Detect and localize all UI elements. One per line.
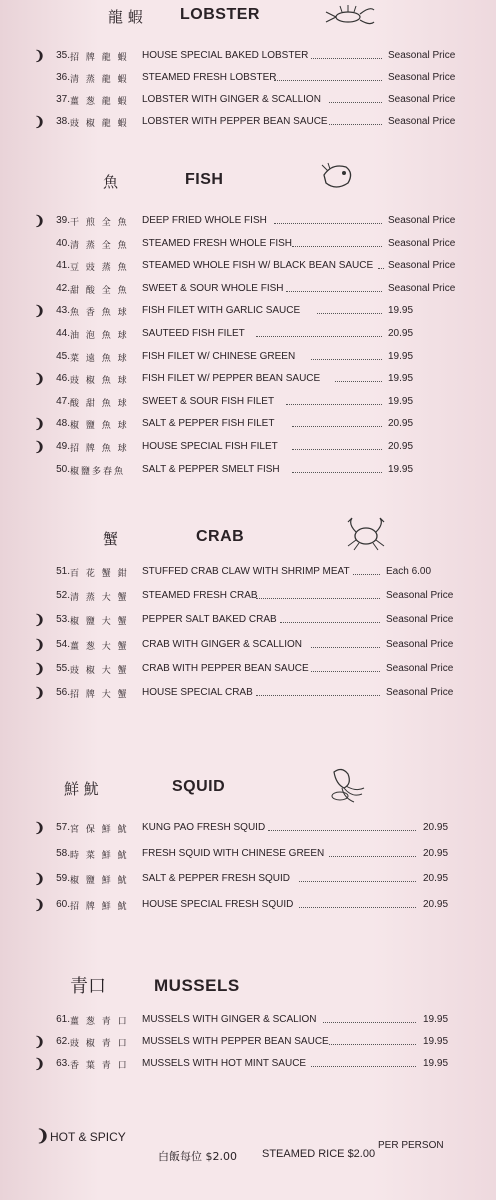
item-number: 63. [56, 1058, 70, 1069]
menu-item-row [0, 347, 496, 367]
menu-item-row [0, 324, 496, 344]
spicy-icon: ❩ [34, 637, 45, 652]
item-name: DEEP FRIED WHOLE FISH [142, 215, 267, 226]
item-price: Seasonal Price [386, 639, 454, 650]
item-price: Seasonal Price [388, 116, 456, 127]
item-name: CRAB WITH GINGER & SCALLION [142, 639, 303, 650]
item-name-cn: 招 牌 龍 蝦 [70, 53, 129, 63]
item-price: 20.95 [388, 441, 414, 452]
menu-item-row [0, 392, 496, 412]
item-name: SALT & PEPPER FISH FILET [142, 418, 275, 429]
item-price: Seasonal Price [388, 260, 456, 271]
item-number: 40. [56, 238, 70, 249]
section-title-en: FISH [185, 171, 224, 188]
menu-item-row [0, 869, 496, 889]
item-name-cn: 宮 保 鮮 魷 [70, 825, 129, 835]
hot-spicy-legend: HOT & SPICY [50, 1130, 126, 1144]
menu-item-row [0, 818, 496, 838]
item-name-cn: 椒 鹽 魚 球 [70, 421, 129, 431]
menu-item-row [0, 68, 496, 88]
item-name: SWEET & SOUR WHOLE FISH [142, 283, 284, 294]
item-name-cn: 椒鹽多春魚 [70, 467, 126, 477]
menu-item-row [0, 256, 496, 276]
item-price: 19.95 [388, 464, 414, 475]
item-name: MUSSELS WITH GINGER & SCALION [142, 1014, 317, 1025]
item-price: 19.95 [423, 1058, 449, 1069]
dot-leader [292, 440, 382, 450]
item-price: Seasonal Price [388, 50, 456, 61]
item-price: 19.95 [388, 373, 414, 384]
crab-icon [344, 514, 388, 552]
item-name: SAUTEED FISH FILET [142, 328, 245, 339]
item-name-cn: 薑 葱 龍 蝦 [70, 97, 129, 107]
item-price: 20.95 [423, 848, 449, 859]
item-number: 45. [56, 351, 70, 362]
section-header [0, 0, 496, 34]
rice-price-en: STEAMED RICE $2.00 [262, 1148, 376, 1160]
item-price: 20.95 [388, 328, 414, 339]
dot-leader [274, 71, 382, 81]
item-name: LOBSTER WITH PEPPER BEAN SAUCE [142, 116, 328, 127]
item-number: 41. [56, 260, 70, 271]
spicy-icon: ❩ [34, 213, 45, 228]
dot-leader [256, 686, 380, 696]
dot-leader [311, 1057, 416, 1067]
dot-leader [378, 259, 384, 269]
spicy-icon: ❩ [34, 371, 45, 386]
item-price: 19.95 [388, 305, 414, 316]
item-name-cn: 菜 遠 魚 球 [70, 354, 129, 364]
section-title-en: CRAB [196, 528, 245, 545]
item-name-cn: 清 蒸 大 蟹 [70, 593, 129, 603]
item-name-cn: 百 花 蟹 鉗 [70, 569, 129, 579]
item-number: 38. [56, 116, 70, 127]
dot-leader [274, 214, 382, 224]
item-name: LOBSTER WITH GINGER & SCALLION [142, 94, 321, 105]
spicy-icon: ❩ [34, 820, 45, 835]
section-title-cn: 鮮 魷 [64, 780, 99, 798]
item-name-cn: 清 蒸 龍 蝦 [70, 75, 129, 85]
item-number: 55. [56, 663, 70, 674]
item-name-cn: 豉 椒 大 蟹 [70, 666, 129, 676]
section-fish [0, 165, 496, 199]
dot-leader [292, 417, 382, 427]
menu-item-row [0, 112, 496, 132]
dot-leader [292, 463, 382, 473]
item-name-cn: 椒 鹽 大 蟹 [70, 617, 129, 627]
item-price: Seasonal Price [388, 238, 456, 249]
menu-item-row [0, 460, 496, 480]
menu-item-row [0, 1010, 496, 1030]
item-name: FRESH SQUID WITH CHINESE GREEN [142, 848, 325, 859]
item-number: 57. [56, 822, 70, 833]
menu-item-row [0, 844, 496, 864]
item-number: 43. [56, 305, 70, 316]
item-price: 20.95 [423, 873, 449, 884]
item-price: Seasonal Price [388, 215, 456, 226]
item-number: 52. [56, 590, 70, 601]
spicy-icon: ❩ [34, 48, 45, 63]
dot-leader [323, 1013, 416, 1023]
dot-leader [268, 821, 416, 831]
item-price: 19.95 [423, 1036, 449, 1047]
item-number: 61. [56, 1014, 70, 1025]
menu-item-row [0, 234, 496, 254]
item-number: 50. [56, 464, 70, 475]
item-name-cn: 酸 甜 魚 球 [70, 399, 129, 409]
rice-price-cn: 白飯每位 $2.00 [158, 1150, 237, 1163]
dot-leader [280, 613, 380, 623]
item-name: HOUSE SPECIAL BAKED LOBSTER [142, 50, 309, 61]
squid-icon [326, 764, 370, 804]
item-number: 53. [56, 614, 70, 625]
spicy-icon: ❩ [34, 871, 45, 886]
item-number: 58. [56, 848, 70, 859]
dot-leader [292, 237, 382, 247]
dot-leader [311, 350, 382, 360]
item-price: Each 6.00 [386, 566, 432, 577]
section-lobster [0, 0, 496, 34]
section-title-cn: 蟹 [103, 530, 119, 548]
item-name-cn: 招 牌 魚 球 [70, 444, 129, 454]
lobster-icon [322, 0, 378, 30]
menu-item-row [0, 211, 496, 231]
item-name: MUSSELS WITH HOT MINT SAUCE [142, 1058, 307, 1069]
section-header [0, 165, 496, 199]
menu-item-row [0, 659, 496, 679]
item-name-cn: 甜 酸 全 魚 [70, 286, 129, 296]
item-price: 19.95 [388, 396, 414, 407]
item-price: 19.95 [423, 1014, 449, 1025]
spicy-icon: ❩ [34, 661, 45, 676]
item-name: CRAB WITH PEPPER BEAN SAUCE [142, 663, 309, 674]
dot-leader [299, 898, 417, 908]
item-number: 37. [56, 94, 70, 105]
item-name: SALT & PEPPER SMELT FISH [142, 464, 280, 475]
item-price: Seasonal Price [388, 94, 456, 105]
item-number: 62. [56, 1036, 70, 1047]
menu-item-row [0, 1054, 496, 1074]
dot-leader [256, 327, 382, 337]
dot-leader [286, 395, 382, 405]
dot-leader [329, 847, 416, 857]
item-name: FISH FILET WITH GARLIC SAUCE [142, 305, 301, 316]
spicy-icon: ❩ [34, 1056, 45, 1071]
per-person: PER PERSON [378, 1140, 444, 1151]
item-name: SWEET & SOUR FISH FILET [142, 396, 275, 407]
item-price: 20.95 [388, 418, 414, 429]
item-number: 47. [56, 396, 70, 407]
section-title-cn: 龍 蝦 [108, 8, 143, 26]
item-price: 20.95 [423, 899, 449, 910]
item-name: STEAMED FRESH WHOLE FISH [142, 238, 293, 249]
spicy-icon: ❩ [34, 685, 45, 700]
item-number: 39. [56, 215, 70, 226]
item-number: 35. [56, 50, 70, 61]
item-name-cn: 干 煎 全 魚 [70, 218, 129, 228]
dot-leader [286, 282, 382, 292]
spicy-icon: ❩ [34, 1034, 45, 1049]
dot-leader [329, 115, 382, 125]
menu-item-row [0, 90, 496, 110]
item-name-cn: 時 菜 鮮 魷 [70, 851, 129, 861]
item-name-cn: 豉 椒 魚 球 [70, 376, 129, 386]
item-name-cn: 薑 葱 青 口 [70, 1017, 129, 1027]
section-header [0, 522, 496, 556]
menu-item-row [0, 586, 496, 606]
item-name: HOUSE SPECIAL FRESH SQUID [142, 899, 294, 910]
item-name-cn: 清 蒸 全 魚 [70, 241, 129, 251]
item-number: 49. [56, 441, 70, 452]
item-name: MUSSELS WITH PEPPER BEAN SAUCE [142, 1036, 329, 1047]
item-name: HOUSE SPECIAL FISH FILET [142, 441, 278, 452]
dot-leader [329, 1035, 416, 1045]
item-name-cn: 豆 豉 蒸 魚 [70, 263, 129, 273]
item-price: Seasonal Price [388, 283, 456, 294]
item-name: PEPPER SALT BAKED CRAB [142, 614, 277, 625]
menu-item-row [0, 635, 496, 655]
item-number: 59. [56, 873, 70, 884]
spicy-icon: ❩ [34, 439, 45, 454]
menu-item-row [0, 437, 496, 457]
section-header [0, 970, 496, 1004]
item-name-cn: 油 泡 魚 球 [70, 331, 129, 341]
menu-item-row [0, 562, 496, 582]
item-name: KUNG PAO FRESH SQUID [142, 822, 266, 833]
fish-icon [318, 159, 358, 193]
section-title-en: MUSSELS [154, 976, 240, 995]
spicy-legend-icon: ❩ [36, 1128, 50, 1145]
menu-item-row [0, 610, 496, 630]
item-price: Seasonal Price [386, 590, 454, 601]
item-price: Seasonal Price [386, 663, 454, 674]
section-title-cn: 青口 [70, 976, 106, 997]
dot-leader [335, 372, 382, 382]
menu-item-row [0, 683, 496, 703]
section-mussels [0, 970, 496, 1004]
spicy-icon: ❩ [34, 114, 45, 129]
menu-item-row [0, 369, 496, 389]
section-crab [0, 522, 496, 556]
item-number: 54. [56, 639, 70, 650]
item-number: 44. [56, 328, 70, 339]
menu-item-row [0, 301, 496, 321]
dot-leader [329, 93, 382, 103]
item-number: 60. [56, 899, 70, 910]
section-title-en: LOBSTER [180, 6, 260, 23]
item-name-cn: 椒 鹽 鮮 魷 [70, 876, 129, 886]
item-name: FISH FILET W/ CHINESE GREEN [142, 351, 296, 362]
dot-leader [311, 662, 380, 672]
menu-footer [0, 1128, 496, 1178]
item-price: Seasonal Price [386, 687, 454, 698]
item-name: STEAMED WHOLE FISH W/ BLACK BEAN SAUCE [142, 260, 374, 271]
dot-leader [299, 872, 417, 882]
item-name: HOUSE SPECIAL CRAB [142, 687, 253, 698]
item-name: SALT & PEPPER FRESH SQUID [142, 873, 291, 884]
dot-leader [317, 304, 382, 314]
item-number: 36. [56, 72, 70, 83]
spicy-icon: ❩ [34, 416, 45, 431]
section-header [0, 772, 496, 806]
item-name-cn: 招 牌 大 蟹 [70, 690, 129, 700]
section-squid [0, 772, 496, 806]
spicy-icon: ❩ [34, 303, 45, 318]
item-number: 51. [56, 566, 70, 577]
item-number: 42. [56, 283, 70, 294]
item-price: Seasonal Price [386, 614, 454, 625]
item-name: STEAMED FRESH CRAB [142, 590, 258, 601]
menu-item-row [0, 279, 496, 299]
section-title-en: SQUID [172, 778, 226, 795]
item-name-cn: 豉 椒 青 口 [70, 1039, 129, 1049]
menu-item-row [0, 895, 496, 915]
item-name-cn: 豉 椒 龍 蝦 [70, 119, 129, 129]
menu-item-row [0, 46, 496, 66]
item-number: 46. [56, 373, 70, 384]
item-name: STEAMED FRESH LOBSTER [142, 72, 277, 83]
dot-leader [353, 565, 380, 575]
item-name: FISH FILET W/ PEPPER BEAN SAUCE [142, 373, 321, 384]
item-name-cn: 薑 葱 大 蟹 [70, 642, 129, 652]
item-number: 48. [56, 418, 70, 429]
item-name-cn: 魚 香 魚 球 [70, 308, 129, 318]
item-name: STUFFED CRAB CLAW WITH SHRIMP MEAT [142, 566, 350, 577]
section-title-cn: 魚 [103, 173, 119, 191]
spicy-icon: ❩ [34, 897, 45, 912]
menu-item-row [0, 1032, 496, 1052]
spicy-icon: ❩ [34, 612, 45, 627]
item-number: 56. [56, 687, 70, 698]
item-price: 19.95 [388, 351, 414, 362]
item-name-cn: 招 牌 鮮 魷 [70, 902, 129, 912]
item-price: Seasonal Price [388, 72, 456, 83]
menu-item-row [0, 414, 496, 434]
item-price: 20.95 [423, 822, 449, 833]
dot-leader [311, 638, 380, 648]
dot-leader [311, 49, 382, 59]
dot-leader [256, 589, 380, 599]
item-name-cn: 香 葉 青 口 [70, 1061, 129, 1071]
